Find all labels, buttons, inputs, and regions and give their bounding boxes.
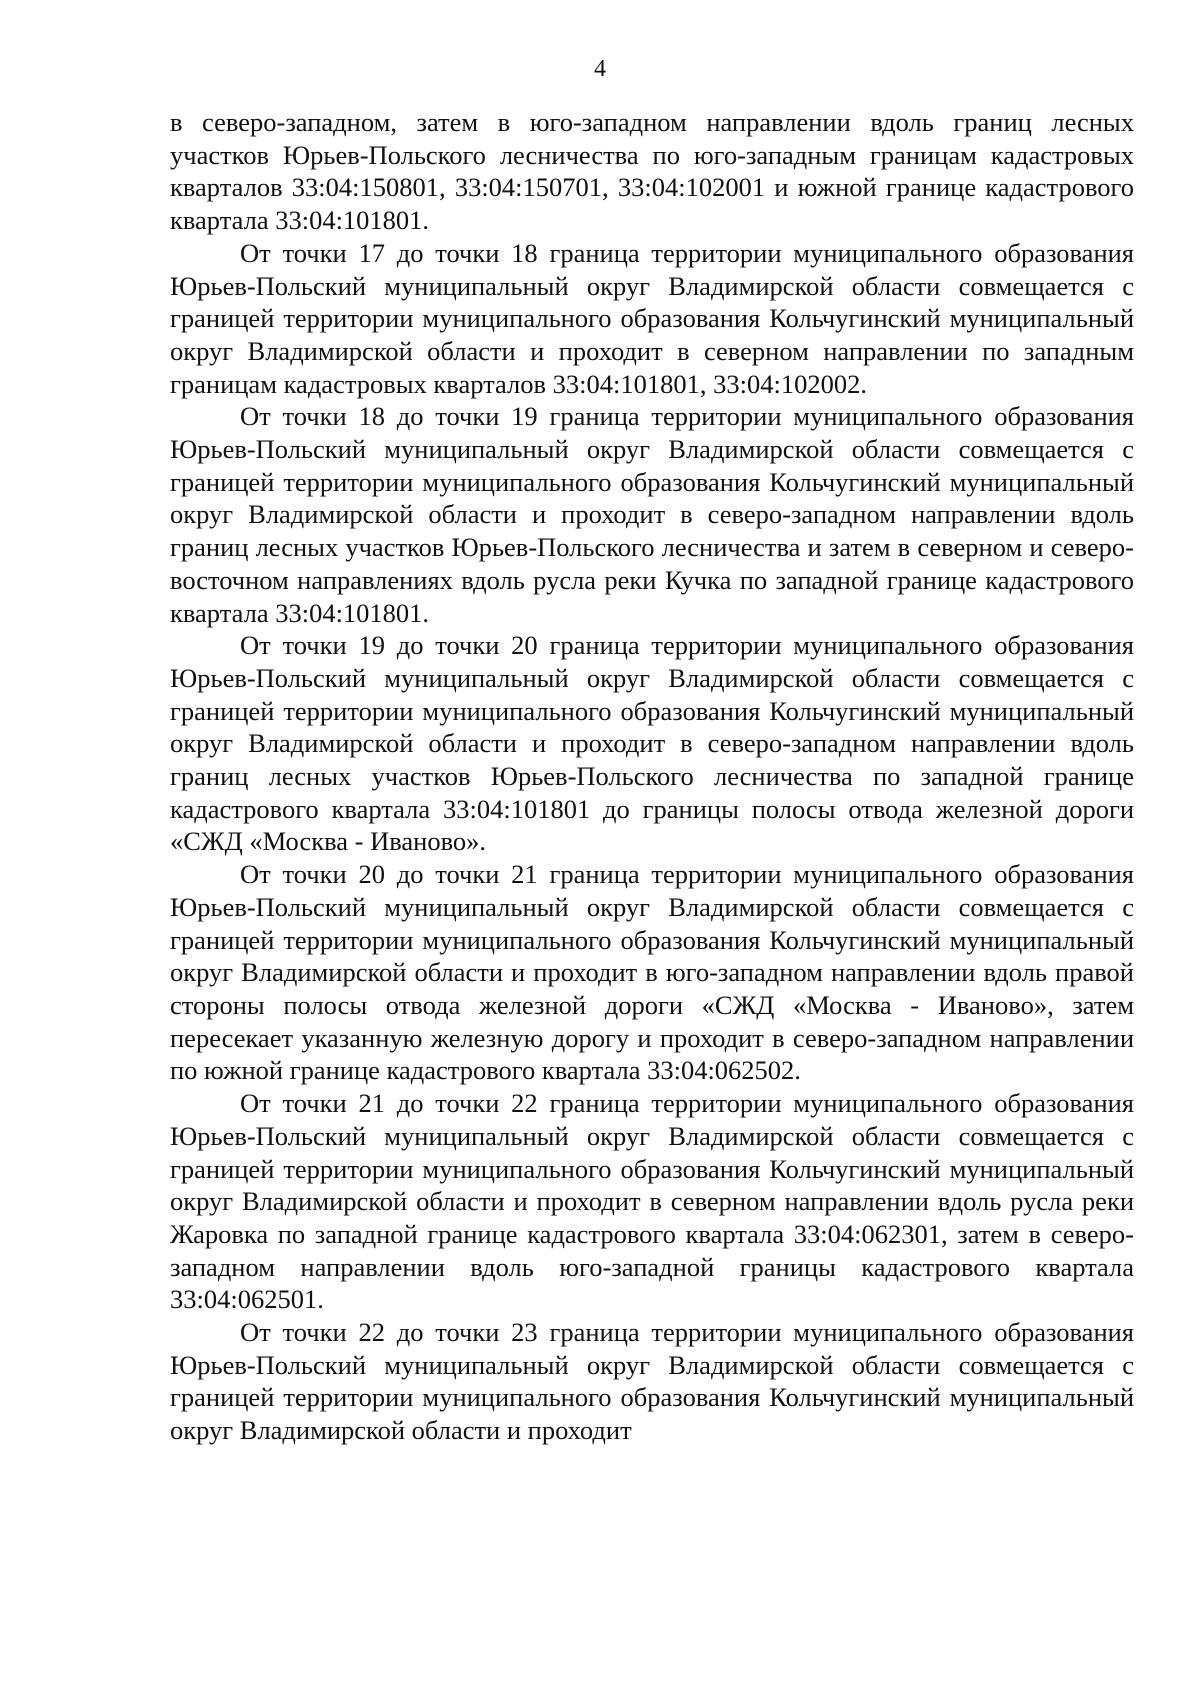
paragraph-points-19-20: От точки 19 до точки 20 граница территории муниципального образования Юрьев-Польский муниципальный округ Владимирской области совмещается с границей территории муниципального образования Кольчугинский муниципальный округ Владимирской области и проходит в северо-западном направлении вдоль границ лесных участков Юрьев-Польского лесничества по западной границе кадастрового квартала 33:04:101801 до границы полосы отвода железной дороги «СЖД «Москва - Иваново». [170,630,1134,857]
paragraph-points-17-18: От точки 17 до точки 18 граница территории муниципального образования Юрьев-Польский муниципальный округ Владимирской области совмещается с границей территории муниципального образования Кольчугинский муниципальный округ Владимирской области и проходит в северном направлении по западным границам кадастровых кварталов 33:04:101801, 33:04:102002. [170,237,1134,399]
paragraph-points-22-23: От точки 22 до точки 23 граница территории муниципального образования Юрьев-Польский муниципальный округ Владимирской области совмещается с границей территории муниципального образования Кольчугинский муниципальный округ Владимирской области и проходит [170,1317,1134,1446]
paragraph-points-21-22: От точки 21 до точки 22 граница территории муниципального образования Юрьев-Польский муниципальный округ Владимирской области совмещается с границей территории муниципального образования Кольчугинский муниципальный округ Владимирской области и проходит в северном направлении вдоль русла реки Жаровка по западной границе кадастрового квартала 33:04:062301, затем в северо-западном направлении вдоль юго-западной границы кадастрового квартала 33:04:062501. [170,1088,1134,1315]
paragraph-continuation: в северо-западном, затем в юго-западном направлении вдоль границ лесных участков Юрьев-Польского лесничества по юго-западным границам кадастровых кварталов 33:04:150801, 33:04:150701, 33:04:102001 и южной границе кадастрового квартала 33:04:101801. [170,107,1134,236]
page-number: 4 [594,56,606,82]
paragraph-points-20-21: От точки 20 до точки 21 граница территории муниципального образования Юрьев-Польский муниципальный округ Владимирской области совмещается с границей территории муниципального образования Кольчугинский муниципальный округ Владимирской области и проходит в юго-западном направлении вдоль правой стороны полосы отвода железной дороги «СЖД «Москва - Иваново», затем пересекает указанную железную дорогу и проходит в северо-западном направлении по южной границе кадастрового квартала 33:04:062502. [170,859,1134,1086]
document-body [170,106,1134,1447]
paragraph-points-18-19: От точки 18 до точки 19 граница территории муниципального образования Юрьев-Польский муниципальный округ Владимирской области совмещается с границей территории муниципального образования Кольчугинский муниципальный округ Владимирской области и проходит в северо-западном направлении вдоль границ лесных участков Юрьев-Польского лесничества и затем в северном и северо-восточном направлениях вдоль русла реки Кучка по западной границе кадастрового квартала 33:04:101801. [170,401,1134,628]
